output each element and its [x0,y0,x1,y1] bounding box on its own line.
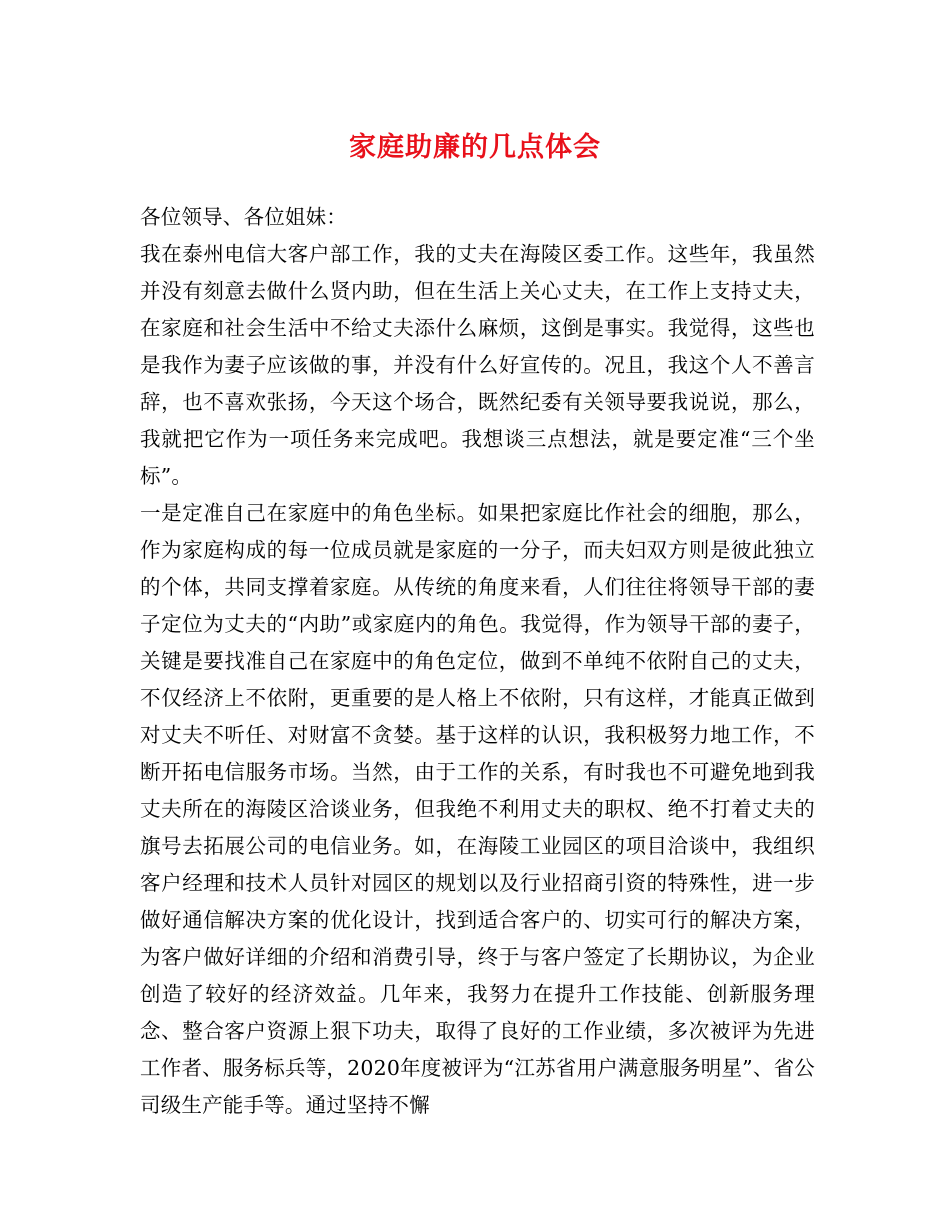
salutation-paragraph: 各位领导、各位姐妹： [140,205,347,229]
first-point-paragraph: 一是定准自己在家庭中的角色坐标。如果把家庭比作社会的细胞，那么，作为家庭构成的每一位成员就是家庭的一分子，而夫妇双方则是彼此独立的个体，共同支撑着家庭。从传统的角度来看，人们往往将领导干部的妻子定位为丈夫的“内助”或家庭内的角色。我觉得，作为领导干部的妻子，关键是要找准自己在家庭中的角色定位，做到不单纯不依附自己的丈夫，不仅经济上不依附，更重要的是人格上不依附，只有这样，才能真正做到对丈夫不听任、对财富不贪婪。基于这样的认识，我积极努力地工作，不断开拓电信服务市场。当然，由于工作的关系，有时我也不可避免地到我丈夫所在的海陵区洽谈业务，但我绝不利用丈夫的职权、绝不打着丈夫的旗号去拓展公司的电信业务。如，在海陵工业园区的项目洽谈中，我组织客户经理和技术人员针对园区的规划以及行业招商引资的特殊性，进一步做好通信解决方案的优化设计，找到适合客户的、切实可行的解决方案，为客户做好详细的介绍和消费引导，终于与客户签定了长期协议，为企业创造了较好的经济效益。几年来，我努力在提升工作技能、创新服务理念、整合客户资源上狠下功夫，取得了良好的工作业绩，多次被评为先进工作者、服务标兵等，2020年度被评为“江苏省用户满意服务明星”、省公司级生产能手等。通过坚持不懈 [140,501,815,1117]
document-title: 家庭助廉的几点体会 [349,132,601,163]
intro-paragraph: 我在泰州电信大客户部工作，我的丈夫在海陵区委工作。这些年，我虽然并没有刻意去做什么贤内助，但在生活上关心丈夫，在工作上支持丈夫，在家庭和社会生活中不给丈夫添什么麻烦，这倒是事实。我觉得，这些也是我作为妻子应该做的事，并没有什么好宣传的。况且，我这个人不善言辞，也不喜欢张扬，今天这个场合，既然纪委有关领导要我说说，那么，我就把它作为一项任务来完成吧。我想谈三点想法，就是要定准“三个坐标”。 [140,242,815,488]
document-body [140,199,815,1124]
